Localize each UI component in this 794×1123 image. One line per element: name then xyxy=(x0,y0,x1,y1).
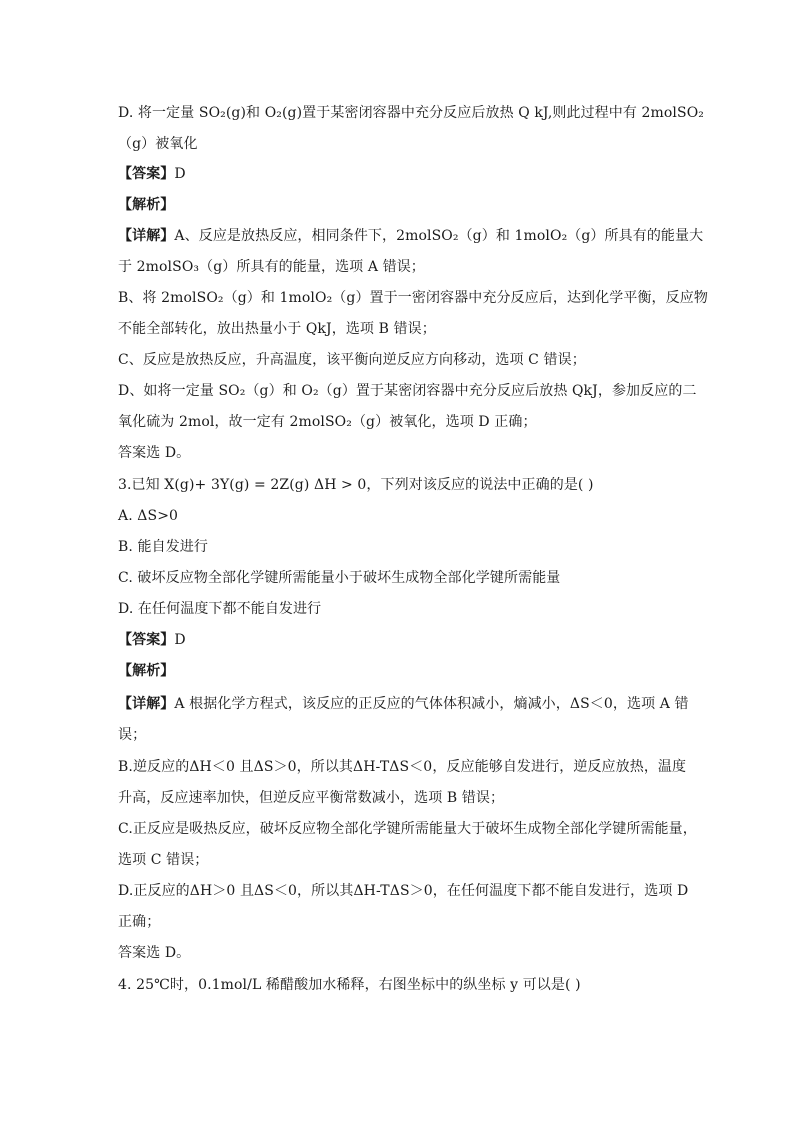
q3-answer xyxy=(118,630,688,650)
q2-detail-line2: 于 2molSO₃（g）所具有的能量，选项 A 错误； xyxy=(118,259,425,275)
q3-detail-line7: D.正反应的ΔH＞0 且ΔS＜0，所以其ΔH-TΔS＞0，在任何温度下都不能自发进行，选项 D xyxy=(118,883,689,899)
q3-option-b: B. 能自发进行 xyxy=(118,539,208,555)
q2-answer xyxy=(118,164,688,184)
q2-detail-line5: C、反应是放热反应，升高温度，该平衡向逆反应方向移动，选项 C 错误； xyxy=(118,352,586,368)
q2-analysis-label: 【解析】 xyxy=(118,197,175,213)
answer-value: D xyxy=(174,166,186,182)
q2-detail-line7: 氧化硫为 2mol，故一定有 2molSO₂（g）被氧化，选项 D 正确； xyxy=(118,414,537,430)
q3-conclusion: 答案选 D。 xyxy=(118,945,191,961)
q3-option-d: D. 在任何温度下都不能自发进行 xyxy=(118,601,322,617)
q3-option-a: A. ΔS>0 xyxy=(118,508,179,524)
q4-stem: 4. 25℃时，0.1mol/L 稀醋酸加水稀释，右图坐标中的纵坐标 y 可以是( ) xyxy=(118,977,581,993)
q2-detail-line6: D、如将一定量 SO₂（g）和 O₂（g）置于某密闭容器中充分反应后放热 QkJ，参加反应的二 xyxy=(118,383,697,399)
q3-detail-line3: B.逆反应的ΔH＜0 且ΔS＞0，所以其ΔH-TΔS＜0，反应能够自发进行，逆反应放热，温度 xyxy=(118,759,687,775)
q2-option-d-line1: D. 将一定量 SO₂(g)和 O₂(g)置于某密闭容器中充分反应后放热 Q kJ,则此过程中有 2molSO₂ xyxy=(118,105,704,121)
answer-value: D xyxy=(174,632,186,648)
answer-label: 【答案】 xyxy=(118,166,175,182)
q3-detail-line4: 升高，反应速率加快，但逆反应平衡常数减小，选项 B 错误； xyxy=(118,790,505,806)
q3-detail-line8: 正确； xyxy=(118,914,161,930)
q3-option-c: C. 破坏反应物全部化学键所需能量小于破坏生成物全部化学键所需能量 xyxy=(118,570,561,586)
q2-detail-line3: B、将 2molSO₂（g）和 1molO₂（g）置于一密闭容器中充分反应后，达到化学平衡，反应物 xyxy=(118,290,708,306)
q3-detail-line1: 【详解】A 根据化学方程式，该反应的正反应的气体体积减小，熵减小，ΔS＜0，选项 A 错 xyxy=(118,696,689,712)
q3-detail-line5: C.正反应是吸热反应，破坏反应物全部化学键所需能量大于破坏生成物全部化学键所需能量， xyxy=(118,821,697,837)
answer-label: 【答案】 xyxy=(118,632,175,648)
q3-detail-line2: 误； xyxy=(118,727,147,743)
detail-label: 【详解】 xyxy=(118,228,175,244)
q2-detail-line1: 【详解】A、反应是放热反应，相同条件下，2molSO₂（g）和 1molO₂（g）所具有的能量大 xyxy=(118,228,704,244)
q2-conclusion: 答案选 D。 xyxy=(118,445,191,461)
q2-detail-line4: 不能全部转化，放出热量小于 QkJ，选项 B 错误； xyxy=(118,321,436,337)
q3-stem: 3.已知 X(g)+ 3Y(g) = 2Z(g) ΔH > 0，下列对该反应的说法中正确的是( ) xyxy=(118,477,594,493)
q2-option-d-line2: （g）被氧化 xyxy=(118,136,198,152)
detail-label: 【详解】 xyxy=(118,696,175,712)
q3-analysis-label: 【解析】 xyxy=(118,663,175,679)
q3-detail-line6: 选项 C 错误； xyxy=(118,852,209,868)
